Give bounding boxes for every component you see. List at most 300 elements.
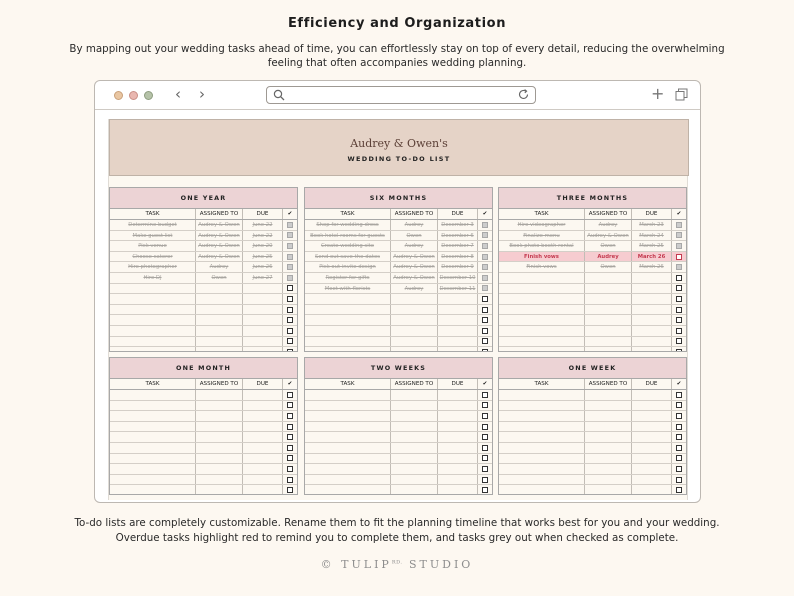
task-cell[interactable] <box>110 432 196 442</box>
table-row[interactable] <box>305 475 492 486</box>
due-cell[interactable] <box>438 443 478 453</box>
task-cell[interactable] <box>499 390 585 400</box>
checkbox-icon[interactable] <box>482 317 488 323</box>
table-row[interactable] <box>499 262 686 273</box>
assigned-cell[interactable] <box>585 337 632 347</box>
assigned-cell[interactable]: Owen <box>391 231 438 241</box>
assigned-cell[interactable]: Owen <box>585 262 632 272</box>
due-cell[interactable]: March 26 <box>632 262 672 272</box>
assigned-cell[interactable] <box>585 432 632 442</box>
assigned-cell[interactable] <box>585 422 632 432</box>
table-row[interactable] <box>499 432 686 443</box>
due-cell[interactable] <box>243 284 283 294</box>
assigned-cell[interactable] <box>196 475 243 485</box>
table-row[interactable] <box>499 284 686 295</box>
table-row[interactable] <box>110 231 297 242</box>
table-row[interactable] <box>499 315 686 326</box>
task-cell[interactable]: Book hotel rooms for guests <box>305 231 391 241</box>
table-row[interactable] <box>305 464 492 475</box>
assigned-cell[interactable] <box>391 390 438 400</box>
table-row[interactable] <box>499 294 686 305</box>
task-cell[interactable] <box>305 390 391 400</box>
task-cell[interactable] <box>110 401 196 411</box>
table-row[interactable] <box>110 326 297 337</box>
due-cell[interactable] <box>243 347 283 352</box>
due-cell[interactable]: June 25 <box>243 252 283 262</box>
assigned-cell[interactable] <box>196 337 243 347</box>
task-cell[interactable] <box>499 273 585 283</box>
assigned-cell[interactable] <box>196 390 243 400</box>
table-row[interactable] <box>110 422 297 433</box>
table-row[interactable] <box>110 454 297 465</box>
task-cell[interactable] <box>110 443 196 453</box>
due-cell[interactable] <box>438 337 478 347</box>
task-cell[interactable] <box>499 485 585 495</box>
assigned-cell[interactable] <box>391 464 438 474</box>
task-cell[interactable] <box>499 305 585 315</box>
task-cell[interactable] <box>305 326 391 336</box>
task-cell[interactable]: Choose caterer <box>110 252 196 262</box>
task-cell[interactable]: Shop for wedding dress <box>305 220 391 230</box>
table-row[interactable] <box>499 401 686 412</box>
checkbox-icon[interactable] <box>676 455 682 461</box>
task-cell[interactable] <box>110 315 196 325</box>
task-cell[interactable] <box>110 422 196 432</box>
panel-title[interactable]: THREE MONTHS <box>499 188 686 209</box>
tabs-overview-icon[interactable] <box>675 88 688 101</box>
table-row[interactable] <box>110 401 297 412</box>
due-cell[interactable]: December 10 <box>438 273 478 283</box>
assigned-cell[interactable] <box>585 273 632 283</box>
panel-title[interactable]: ONE WEEK <box>499 358 686 379</box>
assigned-cell[interactable]: Audrey & Owen <box>391 252 438 262</box>
due-cell[interactable]: December 8 <box>438 252 478 262</box>
table-row[interactable] <box>305 443 492 454</box>
assigned-cell[interactable]: Audrey <box>391 241 438 251</box>
due-cell[interactable] <box>438 347 478 352</box>
due-cell[interactable] <box>632 422 672 432</box>
task-cell[interactable] <box>110 475 196 485</box>
task-cell[interactable] <box>110 464 196 474</box>
table-row[interactable] <box>499 241 686 252</box>
checkbox-icon[interactable] <box>676 275 682 281</box>
assigned-cell[interactable]: Audrey <box>391 220 438 230</box>
due-cell[interactable] <box>632 284 672 294</box>
checkbox-icon[interactable] <box>287 317 293 323</box>
table-row[interactable] <box>499 475 686 486</box>
due-cell[interactable] <box>243 305 283 315</box>
task-cell[interactable] <box>110 411 196 421</box>
task-cell[interactable] <box>305 347 391 352</box>
checkbox-icon[interactable] <box>482 328 488 334</box>
table-row[interactable] <box>110 315 297 326</box>
table-row[interactable] <box>305 422 492 433</box>
task-cell[interactable]: Make guest list <box>110 231 196 241</box>
checkbox-icon[interactable] <box>482 402 488 408</box>
task-cell[interactable] <box>305 305 391 315</box>
due-cell[interactable] <box>438 475 478 485</box>
assigned-cell[interactable]: Audrey <box>391 284 438 294</box>
due-cell[interactable] <box>243 411 283 421</box>
assigned-cell[interactable] <box>585 347 632 352</box>
table-row[interactable] <box>110 273 297 284</box>
panel-title[interactable]: TWO WEEKS <box>305 358 492 379</box>
table-row[interactable] <box>110 347 297 352</box>
table-row[interactable] <box>499 220 686 231</box>
task-cell[interactable] <box>305 411 391 421</box>
task-cell[interactable] <box>110 347 196 352</box>
table-row[interactable] <box>110 284 297 295</box>
due-cell[interactable] <box>243 315 283 325</box>
assigned-cell[interactable] <box>391 401 438 411</box>
assigned-cell[interactable]: Audrey <box>585 252 632 262</box>
assigned-cell[interactable] <box>585 326 632 336</box>
assigned-cell[interactable] <box>391 485 438 495</box>
assigned-cell[interactable] <box>391 326 438 336</box>
table-row[interactable] <box>110 337 297 348</box>
table-row[interactable] <box>305 273 492 284</box>
task-cell[interactable] <box>305 464 391 474</box>
table-row[interactable] <box>110 305 297 316</box>
task-cell[interactable] <box>499 347 585 352</box>
checkbox-icon[interactable] <box>676 349 682 352</box>
checkbox-icon[interactable] <box>287 232 293 238</box>
table-row[interactable] <box>499 231 686 242</box>
checkbox-icon[interactable] <box>482 307 488 313</box>
checkbox-icon[interactable] <box>482 424 488 430</box>
assigned-cell[interactable]: Audrey <box>585 220 632 230</box>
checkbox-icon[interactable] <box>287 285 293 291</box>
due-cell[interactable]: December 6 <box>438 231 478 241</box>
table-row[interactable] <box>305 401 492 412</box>
due-cell[interactable] <box>632 273 672 283</box>
table-row[interactable] <box>305 432 492 443</box>
task-cell[interactable]: Pick out invite design <box>305 262 391 272</box>
assigned-cell[interactable] <box>196 432 243 442</box>
task-cell[interactable]: Book photo booth rental <box>499 241 585 251</box>
checkbox-icon[interactable] <box>676 466 682 472</box>
task-cell[interactable] <box>305 432 391 442</box>
due-cell[interactable] <box>438 432 478 442</box>
assigned-cell[interactable] <box>196 422 243 432</box>
table-row[interactable] <box>305 252 492 263</box>
checkbox-icon[interactable] <box>482 243 488 249</box>
task-cell[interactable]: Pick venue <box>110 241 196 251</box>
checkbox-icon[interactable] <box>676 264 682 270</box>
checkbox-icon[interactable] <box>287 264 293 270</box>
due-cell[interactable] <box>438 464 478 474</box>
checkbox-icon[interactable] <box>287 413 293 419</box>
assigned-cell[interactable] <box>196 326 243 336</box>
due-cell[interactable] <box>632 390 672 400</box>
checkbox-icon[interactable] <box>287 243 293 249</box>
task-cell[interactable]: Send out save-the-dates <box>305 252 391 262</box>
checkbox-icon[interactable] <box>676 328 682 334</box>
due-cell[interactable] <box>438 326 478 336</box>
window-minimize-dot[interactable] <box>129 91 138 100</box>
checkbox-icon[interactable] <box>676 307 682 313</box>
table-row[interactable] <box>499 443 686 454</box>
table-row[interactable] <box>110 262 297 273</box>
table-row[interactable] <box>499 347 686 352</box>
due-cell[interactable] <box>632 401 672 411</box>
checkbox-icon[interactable] <box>287 275 293 281</box>
checkbox-icon[interactable] <box>482 434 488 440</box>
task-cell[interactable]: Hire DJ <box>110 273 196 283</box>
checkbox-icon[interactable] <box>482 349 488 352</box>
assigned-cell[interactable]: Audrey & Owen <box>585 231 632 241</box>
due-cell[interactable] <box>243 443 283 453</box>
due-cell[interactable] <box>632 315 672 325</box>
due-cell[interactable] <box>438 422 478 432</box>
checkbox-icon[interactable] <box>482 455 488 461</box>
table-row[interactable] <box>499 337 686 348</box>
due-cell[interactable] <box>632 305 672 315</box>
task-cell[interactable]: Determine budget <box>110 220 196 230</box>
task-cell[interactable]: Finalize menu <box>499 231 585 241</box>
task-cell[interactable] <box>499 464 585 474</box>
checkbox-icon[interactable] <box>287 338 293 344</box>
checkbox-icon[interactable] <box>676 222 682 228</box>
checkbox-icon[interactable] <box>482 466 488 472</box>
task-cell[interactable] <box>499 432 585 442</box>
assigned-cell[interactable] <box>585 443 632 453</box>
table-row[interactable] <box>499 454 686 465</box>
due-cell[interactable] <box>632 411 672 421</box>
table-row[interactable] <box>110 220 297 231</box>
assigned-cell[interactable] <box>196 305 243 315</box>
checkbox-icon[interactable] <box>482 222 488 228</box>
table-row[interactable] <box>305 454 492 465</box>
task-cell[interactable] <box>499 337 585 347</box>
assigned-cell[interactable] <box>391 315 438 325</box>
checkbox-icon[interactable] <box>676 243 682 249</box>
checkbox-icon[interactable] <box>482 413 488 419</box>
assigned-cell[interactable] <box>585 411 632 421</box>
table-row[interactable] <box>110 485 297 495</box>
table-row[interactable] <box>305 390 492 401</box>
task-cell[interactable]: Meet with florists <box>305 284 391 294</box>
due-cell[interactable] <box>438 305 478 315</box>
table-row[interactable] <box>305 485 492 495</box>
due-cell[interactable] <box>438 411 478 421</box>
checkbox-icon[interactable] <box>676 434 682 440</box>
table-row[interactable] <box>110 432 297 443</box>
checkbox-icon[interactable] <box>676 392 682 398</box>
checkbox-icon[interactable] <box>482 296 488 302</box>
table-row[interactable] <box>499 464 686 475</box>
due-cell[interactable]: March 26 <box>632 252 672 262</box>
checkbox-icon[interactable] <box>287 296 293 302</box>
task-cell[interactable] <box>110 326 196 336</box>
assigned-cell[interactable] <box>391 443 438 453</box>
table-row[interactable] <box>499 390 686 401</box>
due-cell[interactable] <box>243 390 283 400</box>
task-cell[interactable] <box>305 422 391 432</box>
checkbox-icon[interactable] <box>676 402 682 408</box>
checkbox-icon[interactable] <box>676 413 682 419</box>
due-cell[interactable] <box>243 485 283 495</box>
checkbox-icon[interactable] <box>287 445 293 451</box>
checkbox-icon[interactable] <box>676 445 682 451</box>
assigned-cell[interactable] <box>585 284 632 294</box>
table-row[interactable] <box>110 241 297 252</box>
checkbox-icon[interactable] <box>676 338 682 344</box>
checkbox-icon[interactable] <box>287 328 293 334</box>
due-cell[interactable]: June 20 <box>243 241 283 251</box>
table-row[interactable] <box>110 294 297 305</box>
task-cell[interactable] <box>499 411 585 421</box>
due-cell[interactable]: December 9 <box>438 262 478 272</box>
table-row[interactable] <box>110 411 297 422</box>
task-cell[interactable] <box>305 294 391 304</box>
due-cell[interactable] <box>438 454 478 464</box>
assigned-cell[interactable] <box>585 390 632 400</box>
table-row[interactable] <box>110 443 297 454</box>
table-row[interactable] <box>499 411 686 422</box>
table-row[interactable] <box>499 305 686 316</box>
table-row[interactable] <box>499 252 686 263</box>
assigned-cell[interactable] <box>196 411 243 421</box>
checkbox-icon[interactable] <box>482 445 488 451</box>
assigned-cell[interactable] <box>585 305 632 315</box>
checkbox-icon[interactable] <box>287 392 293 398</box>
checkbox-icon[interactable] <box>482 254 488 260</box>
due-cell[interactable] <box>632 294 672 304</box>
assigned-cell[interactable]: Audrey & Owen <box>196 220 243 230</box>
task-cell[interactable] <box>305 337 391 347</box>
assigned-cell[interactable]: Audrey & Owen <box>391 273 438 283</box>
checkbox-icon[interactable] <box>287 349 293 352</box>
task-cell[interactable] <box>110 485 196 495</box>
checkbox-icon[interactable] <box>676 424 682 430</box>
assigned-cell[interactable] <box>196 485 243 495</box>
task-cell[interactable] <box>305 454 391 464</box>
due-cell[interactable]: June 22 <box>243 220 283 230</box>
task-cell[interactable] <box>305 475 391 485</box>
task-cell[interactable] <box>499 284 585 294</box>
table-row[interactable] <box>305 220 492 231</box>
table-row[interactable] <box>110 252 297 263</box>
task-cell[interactable] <box>305 485 391 495</box>
table-row[interactable] <box>499 273 686 284</box>
due-cell[interactable]: December 11 <box>438 284 478 294</box>
table-row[interactable] <box>110 475 297 486</box>
assigned-cell[interactable] <box>585 485 632 495</box>
due-cell[interactable]: March 24 <box>632 231 672 241</box>
task-cell[interactable] <box>499 401 585 411</box>
task-cell[interactable]: Finish vows <box>499 252 585 262</box>
checkbox-icon[interactable] <box>287 307 293 313</box>
table-row[interactable] <box>305 411 492 422</box>
checkbox-icon[interactable] <box>287 222 293 228</box>
checkbox-icon[interactable] <box>482 338 488 344</box>
address-bar[interactable] <box>266 86 536 104</box>
assigned-cell[interactable]: Audrey <box>196 262 243 272</box>
assigned-cell[interactable] <box>585 401 632 411</box>
due-cell[interactable] <box>632 432 672 442</box>
forward-chevron-icon[interactable]: › <box>199 85 205 103</box>
assigned-cell[interactable]: Owen <box>585 241 632 251</box>
checkbox-icon[interactable] <box>287 254 293 260</box>
due-cell[interactable] <box>438 294 478 304</box>
due-cell[interactable] <box>632 326 672 336</box>
table-row[interactable] <box>305 337 492 348</box>
due-cell[interactable]: March 23 <box>632 220 672 230</box>
assigned-cell[interactable] <box>391 347 438 352</box>
assigned-cell[interactable]: Audrey & Owen <box>196 241 243 251</box>
table-row[interactable] <box>110 464 297 475</box>
panel-title[interactable]: ONE MONTH <box>110 358 297 379</box>
task-cell[interactable] <box>110 284 196 294</box>
due-cell[interactable] <box>243 432 283 442</box>
assigned-cell[interactable] <box>391 422 438 432</box>
assigned-cell[interactable]: Audrey & Owen <box>391 262 438 272</box>
assigned-cell[interactable] <box>196 443 243 453</box>
due-cell[interactable] <box>438 485 478 495</box>
panel-title[interactable]: ONE YEAR <box>110 188 297 209</box>
due-cell[interactable] <box>243 326 283 336</box>
checkbox-icon[interactable] <box>287 477 293 483</box>
assigned-cell[interactable] <box>585 315 632 325</box>
task-cell[interactable]: Create wedding site <box>305 241 391 251</box>
assigned-cell[interactable]: Audrey & Owen <box>196 252 243 262</box>
checkbox-icon[interactable] <box>287 434 293 440</box>
assigned-cell[interactable] <box>196 294 243 304</box>
task-cell[interactable] <box>305 315 391 325</box>
checkbox-icon[interactable] <box>482 487 488 493</box>
checkbox-icon[interactable] <box>676 285 682 291</box>
reload-icon[interactable] <box>517 88 530 101</box>
checkbox-icon[interactable] <box>482 275 488 281</box>
task-cell[interactable]: Hire photographer <box>110 262 196 272</box>
table-row[interactable] <box>499 326 686 337</box>
window-maximize-dot[interactable] <box>144 91 153 100</box>
new-tab-plus-icon[interactable]: + <box>651 84 665 103</box>
task-cell[interactable] <box>499 454 585 464</box>
table-row[interactable] <box>305 315 492 326</box>
assigned-cell[interactable] <box>196 464 243 474</box>
table-row[interactable] <box>305 294 492 305</box>
assigned-cell[interactable] <box>196 454 243 464</box>
due-cell[interactable]: June 27 <box>243 273 283 283</box>
table-row[interactable] <box>305 305 492 316</box>
due-cell[interactable]: June 22 <box>243 231 283 241</box>
task-cell[interactable] <box>110 390 196 400</box>
checkbox-icon[interactable] <box>287 424 293 430</box>
due-cell[interactable] <box>438 390 478 400</box>
due-cell[interactable] <box>632 443 672 453</box>
table-row[interactable] <box>305 262 492 273</box>
assigned-cell[interactable]: Audrey & Owen <box>196 231 243 241</box>
due-cell[interactable]: June 26 <box>243 262 283 272</box>
due-cell[interactable] <box>632 475 672 485</box>
task-cell[interactable]: Hire videographer <box>499 220 585 230</box>
task-cell[interactable] <box>499 315 585 325</box>
assigned-cell[interactable] <box>391 454 438 464</box>
checkbox-icon[interactable] <box>676 487 682 493</box>
assigned-cell[interactable] <box>585 475 632 485</box>
assigned-cell[interactable] <box>585 294 632 304</box>
due-cell[interactable] <box>243 464 283 474</box>
assigned-cell[interactable] <box>585 454 632 464</box>
task-cell[interactable] <box>110 454 196 464</box>
due-cell[interactable]: March 25 <box>632 241 672 251</box>
task-cell[interactable] <box>110 305 196 315</box>
task-cell[interactable] <box>499 422 585 432</box>
assigned-cell[interactable] <box>391 337 438 347</box>
assigned-cell[interactable] <box>391 475 438 485</box>
